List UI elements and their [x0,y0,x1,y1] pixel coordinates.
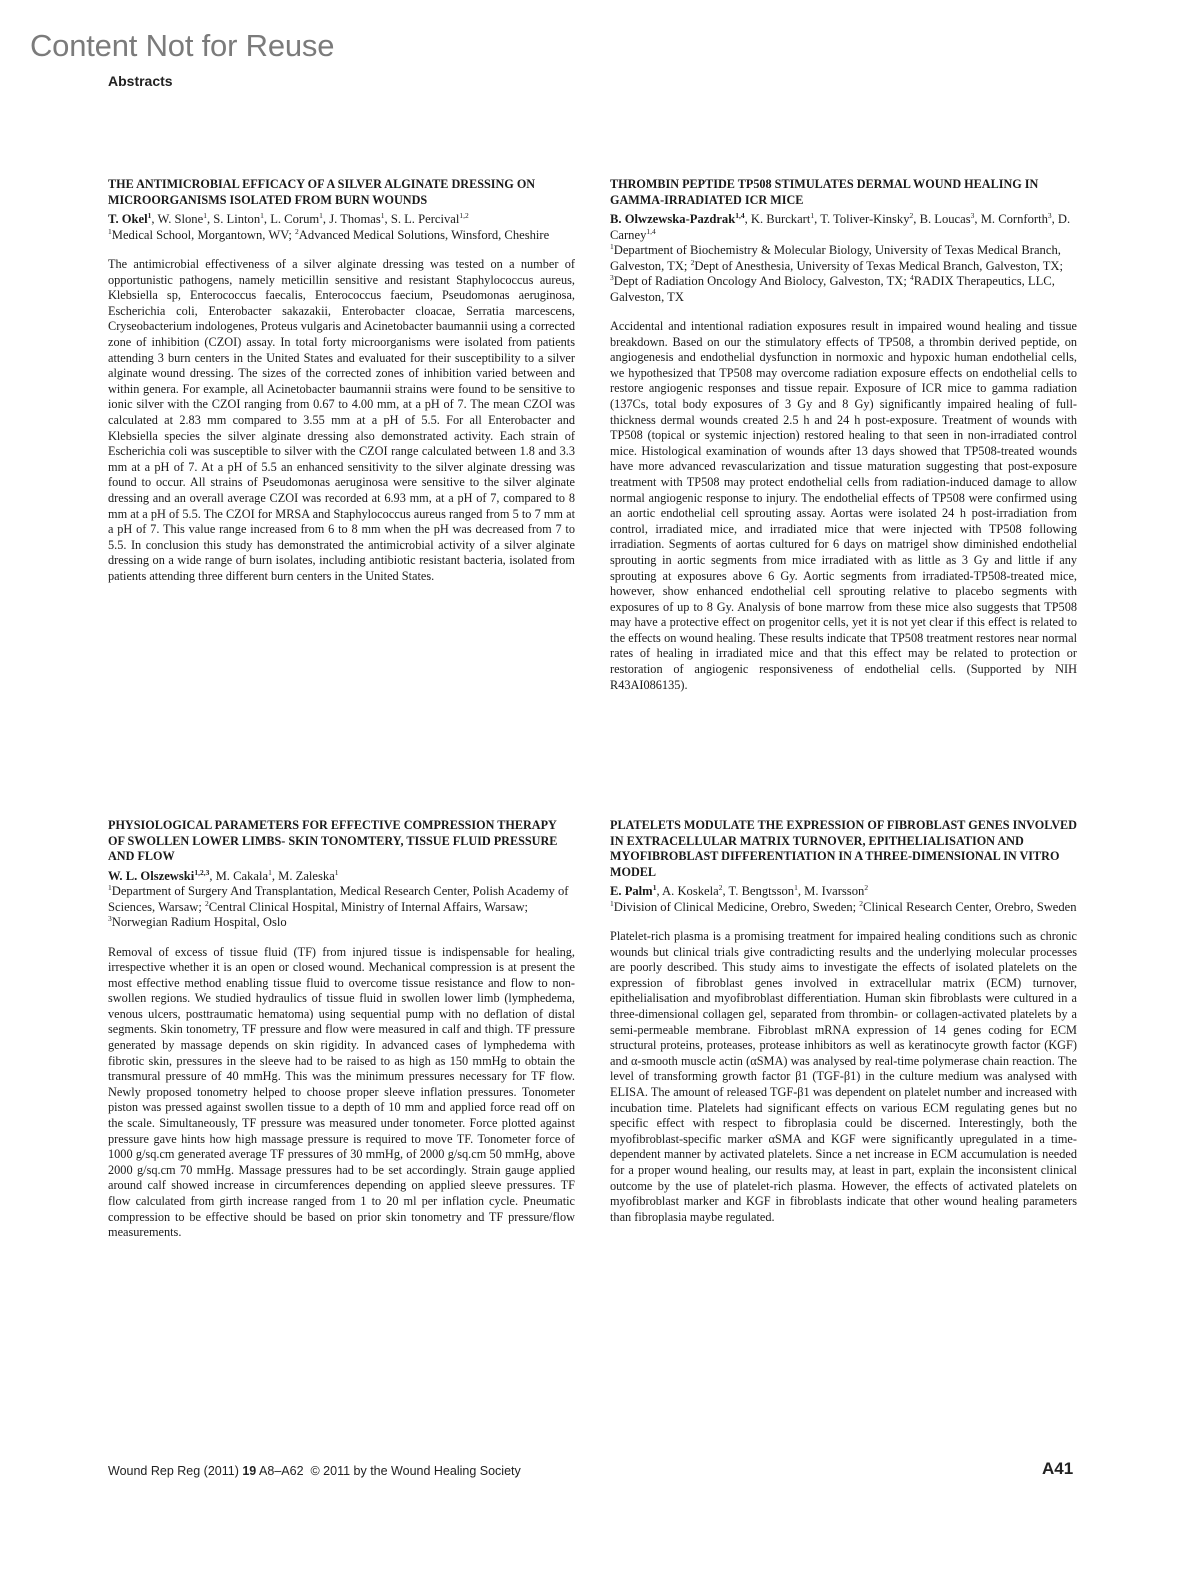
abstract-1 [108,177,575,584]
affiliation-text: Department of Surgery And Transplantation, Medical Research Center, Polish Academy of Sciences, Warsaw [108,884,569,914]
author-affil-sup: 1 [147,211,152,220]
affiliation-text: Medical School, Morgantown, WV [111,227,289,242]
author-affil-sup: 1,2,3 [194,867,210,877]
abstract-title: PHYSIOLOGICAL PARAMETERS FOR EFFECTIVE COMPRESSION THERAPY OF SWOLLEN LOWER LIMBS- SKIN TONOMTERY, TISSUE FLUID PRESSURE AND FLOW [108,818,558,863]
affiliation-text: Department of Biochemistry & Molecular Biology, University of Texas Medical Branch, Galveston, TX [610,243,1061,273]
affiliation-text: Dept of Anesthesia, University of Texas Medical Branch, Galveston, TX [694,258,1060,273]
affiliation-sup: 2 [295,226,299,236]
abstract-authors: B. Olwzewska-Pazdrak$^{1,4}$, K. Burckart$^1$, T. Toliver-Kinsky$^2$, B. Loucas$^3$, M. Cornforth$^3$, D. Carney$^{1,4}$ [610,211,1071,242]
affiliation-sup: 1 [610,898,614,908]
author-affil-sup: 2 [718,883,723,892]
author-name: M. Cornforth [980,212,1048,226]
abstract-title: THE ANTIMICROBIAL EFFICACY OF A SILVER ALGINATE DRESSING ON MICROORGANISMS ISOLATED FROM BURN WOUNDS [108,177,536,207]
author-name: W. Slone [157,212,204,226]
author-affil-sup: 1,4 [646,226,656,236]
author-name: B. Loucas [919,212,971,226]
abstract-body: The antimicrobial effectiveness of a silver alginate dressing was tested on a number of opportunistic pathogens, namely meticillin sensitive and resistant Staphylococcus aureus, Klebsiella sp, Enterococcus faecalis, Enterococcus faecium, Pseudomonas aeruginosa, Escherichia coli, Enterobacter sakazakii, Enterobacter cloacae, Serratia marcescens, Cryseobacterium indologenes, Proteus vulgaris and Acinetobacter baumannii using a corrected zone of inhibition (CZOI) assay. In total forty microorganisms were isolated from patients attending 3 burn centers in the United States and evaluated for their susceptibility to a silver alginate wound dressing. The sizes of the corrected zones of inhibition varied between and within genera. For example, all Acinetobacter baumannii strains were found to be sensitive to ionic silver with the CZOI ranging from 0.67 to 4.00 mm, at a pH of 7. The mean CZOI was calculated at 2.83 mm compared to 3.55 mm at a pH of 5.5. For all Enterobacter and Klebsiella species the silver alginate dressing also demonstrated activity. Each strain of Escherichia coli was susceptible to silver with the CZOI range calculated between 1.8 and 3.3 mm at a pH of 7. At a pH of 5.5 an enhanced sensitivity to the silver alginate dressing was found to occur. All strains of Pseudomonas aeruginosa were sensitive to the silver alginate dressing and an overall average CZOI was recorded at 6.93 mm, at a pH of 7, compared to 8 mm at a pH of 5.5. The CZOI for MRSA and Staphylococcus aureus ranged from 5 to 7 mm at a pH of 7. This value range increased from 6 to 8 mm when the pH was decreased from 7 to 5.5. In conclusion this study has demonstrated the antimicrobial activity of a silver alginate dressing on a wide range of burn isolates, including antibiotic resistant bacteria, isolated from patients attending three different burn centers in the United States. [108,257,575,583]
footer-volume: 19 [242,1464,257,1478]
author-name: B. Olwzewska-Pazdrak [610,212,736,226]
author-name: T. Toliver-Kinsky [820,212,910,226]
author-name: M. Cakala [215,868,269,883]
abstract-body: Platelet-rich plasma is a promising treatment for impaired healing conditions such as chronic wounds but clinical trials give contradicting results and the underlying molecular processes are poorly described. This study aims to investigate the effects of isolated platelets on the expression of fibroblast genes involved in extracellular matrix (ECM) turnover, epithelialisation and myofibroblast differentiation. Human skin fibroblasts were cultured in a three-dimensional collagen gel, separated from thrombin- or collagen-activated platelets by a semi-permeable membrane. Fibroblast mRNA expression of 14 genes coding for ECM structural proteins, proteases, protease inhibitors as well as keratinocyte growth factor (KGF) and α-smooth muscle actin (αSMA) was analysed by real-time polymerase chain reaction. The level of transforming growth factor β1 (TGF-β1) in the culture medium was analysed with ELISA. The amount of released TGF-β1 was dependent on platelet number and increased with incubation time. Platelets had significant effects on various ECM regulating genes but no specific effect with respect to fibroplasia could be discerned. Interestingly, both the myofibroblast-specific marker αSMA and KGF were significantly upregulated in a time-dependent manner by activated platelets. Since a net increase in ECM accumulation is needed for a proper wound healing, our results may, at least in part, explain the inconsistent clinical outcome by the use of platelet-rich plasma. However, the effects of activated platelets on myofibroblast marker and KGF in fibroblasts indicate that other wound healing parameters than fibroplasia maybe regulated. [610,929,1077,1224]
author-affil-sup: 3 [1047,211,1052,220]
author-name: W. L. Olszewski [108,868,195,883]
author-affil-sup: 1 [319,211,323,220]
affiliation-text: Division of Clinical Medicine, Orebro, Sweden [613,899,853,914]
footer-citation [108,1464,521,1478]
footer-copyright: © 2011 by the Wound Healing Society [310,1464,521,1478]
affiliation-text: Clinical Research Center, Orebro, Sweden [863,899,1077,914]
affiliation-sup: 1 [610,242,614,251]
abstract-3 [108,818,575,1241]
affiliation-text: Central Clinical Hospital, Ministry of Internal Affairs, Warsaw [208,899,525,914]
abstract-authors: W. L. Olszewski$^{1,2,3}$, M. Cakala$^1$, M. Zaleska$^1$ [108,867,339,883]
author-name: M. Zaleska [278,868,335,883]
affiliation-text: RADIX Therapeutics, LLC, Galveston, TX [610,274,1055,304]
affiliation-sup: 2 [690,257,695,267]
affiliation-text: Dept of Radiation Oncology And Biolocy, Galveston, TX [613,274,904,288]
abstract-2 [610,177,1077,693]
author-affil-sup: 1 [794,883,798,892]
abstract-authors: T. Okel$^1$, W. Slone$^1$, S. Linton$^1$, L. Corum$^1$, J. Thomas$^1$, S. L. Percival$^{1,2}$ [108,211,469,226]
affiliation-text: Norwegian Radium Hospital, Oslo [111,915,287,929]
abstract-body: Accidental and intentional radiation exposures result in impaired wound healing and tissue breakdown. Based on our the stimulatory effects of TP508, a thrombin derived peptide, on angiogenesis and endothelial dysfunction in normoxic and hypoxic human endothelial cells, we hypothesized that TP508 may overcome radiation exposure effects on endothelial cells to restore angiogenic responses and tissue repair. Exposure of ICR mice to gamma radiation (137Cs, total body exposures of 3 Gy and 8 Gy) significantly impaired healing of full-thickness dermal wounds created 2.5 h and 24 h post-exposure. Treatment of wounds with TP508 (topical or systemic injection) restored healing to that seen in non-irradiated control mice. Histological examination of wounds after 13 days showed that TP508-treated wounds have more advanced revascularization and tissue maturation suggesting that post-exposure treatment with TP508 may protect endothelial cells from radiation-induced damage to allow normal angiogenic response to injury. The endothelial effects of TP508 were confirmed using an aortic endothelial cell sprouting assay. Aortas were isolated 24 h post-irradiation from control, irradiated mice, and irradiated mice that were injected with TP508 following irradiation. Segments of aortas cultured for 6 days on matrigel show diminished endothelial sprouting in aortic segments from mice irradiated with as little as 3 Gy and little if any sprouting at exposures above 6 Gy. Aortic segments from irradiated-TP508-treated mice, however, show enhanced endothelial cell sprouting relative to placebo segments with exposures of up to 8 Gy. Analysis of bone marrow from these mice also suggests that TP508 may have a protective effect on progenitor cells, yet it is not yet clear if this effect is related to the effects on wound healing. These results indicate that TP508 treatment restores near normal rates of healing in irradiated mice and that this effect may be related to protection or restoration of angiogenic responsiveness of endothelial cells. (Supported by NIH R43AI086135). [610,319,1077,692]
author-name: L. Corum [270,212,320,226]
footer-pages: A8–A62 [256,1464,307,1478]
author-affil-sup: 2 [909,211,914,220]
author-name: T. Bengtsson [728,884,795,898]
author-affil-sup: 1 [260,211,264,220]
affiliation-sup: 4 [910,273,914,282]
author-affil-sup: 1 [203,211,207,220]
affiliation-sup: 3 [610,273,614,282]
affiliation-sup: 1 [108,226,112,236]
author-name: K. Burckart [750,212,811,226]
abstract-title: PLATELETS MODULATE THE EXPRESSION OF FIBROBLAST GENES INVOLVED IN EXTRACELLULAR MATRIX TURNOVER, EPITHELIALISATION AND MYOFIBROBLAST DIFFERENTIATION IN A THREE-DIMENSIONAL IN VITRO MODEL [610,818,1077,879]
author-affil-sup: 1 [334,867,339,877]
affiliation-sup: 3 [108,914,112,923]
abstract-affiliations: $^1$Medical School, Morgantown, WV; $^2$Advanced Medical Solutions, Winsford, Cheshire [108,226,550,242]
section-label: Abstracts [108,73,173,89]
affiliation-text: Advanced Medical Solutions, Winsford, Cheshire [298,227,550,242]
author-affil-sup: 1 [810,211,815,220]
affiliation-sup: 2 [205,898,209,908]
author-affil-sup: 1 [652,883,657,892]
footer-journal: Wound Rep Reg (2011) [108,1464,243,1478]
page-number: A41 [1042,1459,1074,1478]
author-name: S. L. Percival [390,212,460,226]
abstract-authors: E. Palm$^1$, A. Koskela$^2$, T. Bengtsson$^1$, M. Ivarsson$^2$ [610,883,869,898]
author-name: J. Thomas [329,212,381,226]
author-affil-sup: 2 [864,883,869,892]
author-affil-sup: 1,4 [735,211,745,220]
author-name: D. Carney [610,212,1071,242]
author-affil-sup: 1 [380,211,385,220]
abstract-affiliations: $^1$Department of Surgery And Transplantation, Medical Research Center, Polish Academy of Sciences, Warsaw; $^2$Central Clinical Hospital, Ministry of Internal Affairs, Warsaw; $^3$Norwegian Radium Hospital, Oslo [108,883,569,929]
author-affil-sup: 1 [268,867,272,877]
affiliation-sup: 1 [108,883,112,892]
author-name: T. Okel [108,212,148,226]
author-name: A. Koskela [662,884,719,898]
abstract-4 [610,818,1077,1225]
watermark: Content Not for Reuse [30,28,335,63]
affiliation-sup: 2 [859,898,864,908]
abstract-body: Removal of excess of tissue fluid (TF) from injured tissue is indispensable for healing, irrespective whether it is an open or closed wound. Mechanical compression is at present the most effective method enabling tissue fluid to overcome tissue resistance and flow to non-swollen regions. We studied hydraulics of tissue fluid in swollen lower limb (lymphedema, venous ulcers, posttraumatic hematoma) using sequential pump with no deflation of distal segments. Skin tonometry, TF pressure and flow were measured in calf and thigh. TF pressure generated by massage depends on skin rigidity. In advanced cases of lymphedema with fibrotic skin, pressures in the sleeve had to be raised to as high as 150 mmHg to obtain the transmural pressure of 40 mmHg. This was the minimum pressures necessary for TF flow. Newly proposed tonometry helped to choose proper sleeve inflation pressures. Tonometer piston was pressed against swollen tissue to a depth of 10 mm and applied force read off on the scale. Simultaneously, TF pressure was measured under tonometer. Force plotted against pressure gave hints how high massage pressure is required to move TF. Tonometer force of 1000 g/sq.cm generated average TF pressures of 30 mmHg, of 2000 g/sq.cm 50 mmHg, above 2000 g/sq.cm 70 mmHg. Massage pressures had to be set accordingly. Strain gauge applied around calf showed increase in circumferences depending on applied sleeve pressures. TF flow calculated from girth increase ranged from 1 to 20 ml per inflation cycle. Pneumatic compression to be effective should be based on prior skin tonometry and TF pressure/flow measurements. [108,944,575,1240]
author-name: M. Ivarsson [804,884,865,898]
abstract-affiliations: $^1$Division of Clinical Medicine, Orebro, Sweden; $^2$Clinical Research Center, Orebro, Sweden [610,898,1077,914]
abstract-title: THROMBIN PEPTIDE TP508 STIMULATES DERMAL WOUND HEALING IN GAMMA-IRRADIATED ICR MICE [610,177,1039,207]
author-affil-sup: 1,2 [459,211,469,220]
author-affil-sup: 3 [970,211,975,220]
abstract-affiliations: $^1$Department of Biochemistry & Molecular Biology, University of Texas Medical Branch, Galveston, TX; $^2$Dept of Anesthesia, University of Texas Medical Branch, Galveston, TX; $^3$Dept of Radiation Oncology And Biolocy, Galveston, TX; $^4$RADIX Therapeutics, LLC, Galveston, TX [610,242,1064,304]
author-name: E. Palm [610,884,653,898]
author-name: S. Linton [213,212,261,226]
